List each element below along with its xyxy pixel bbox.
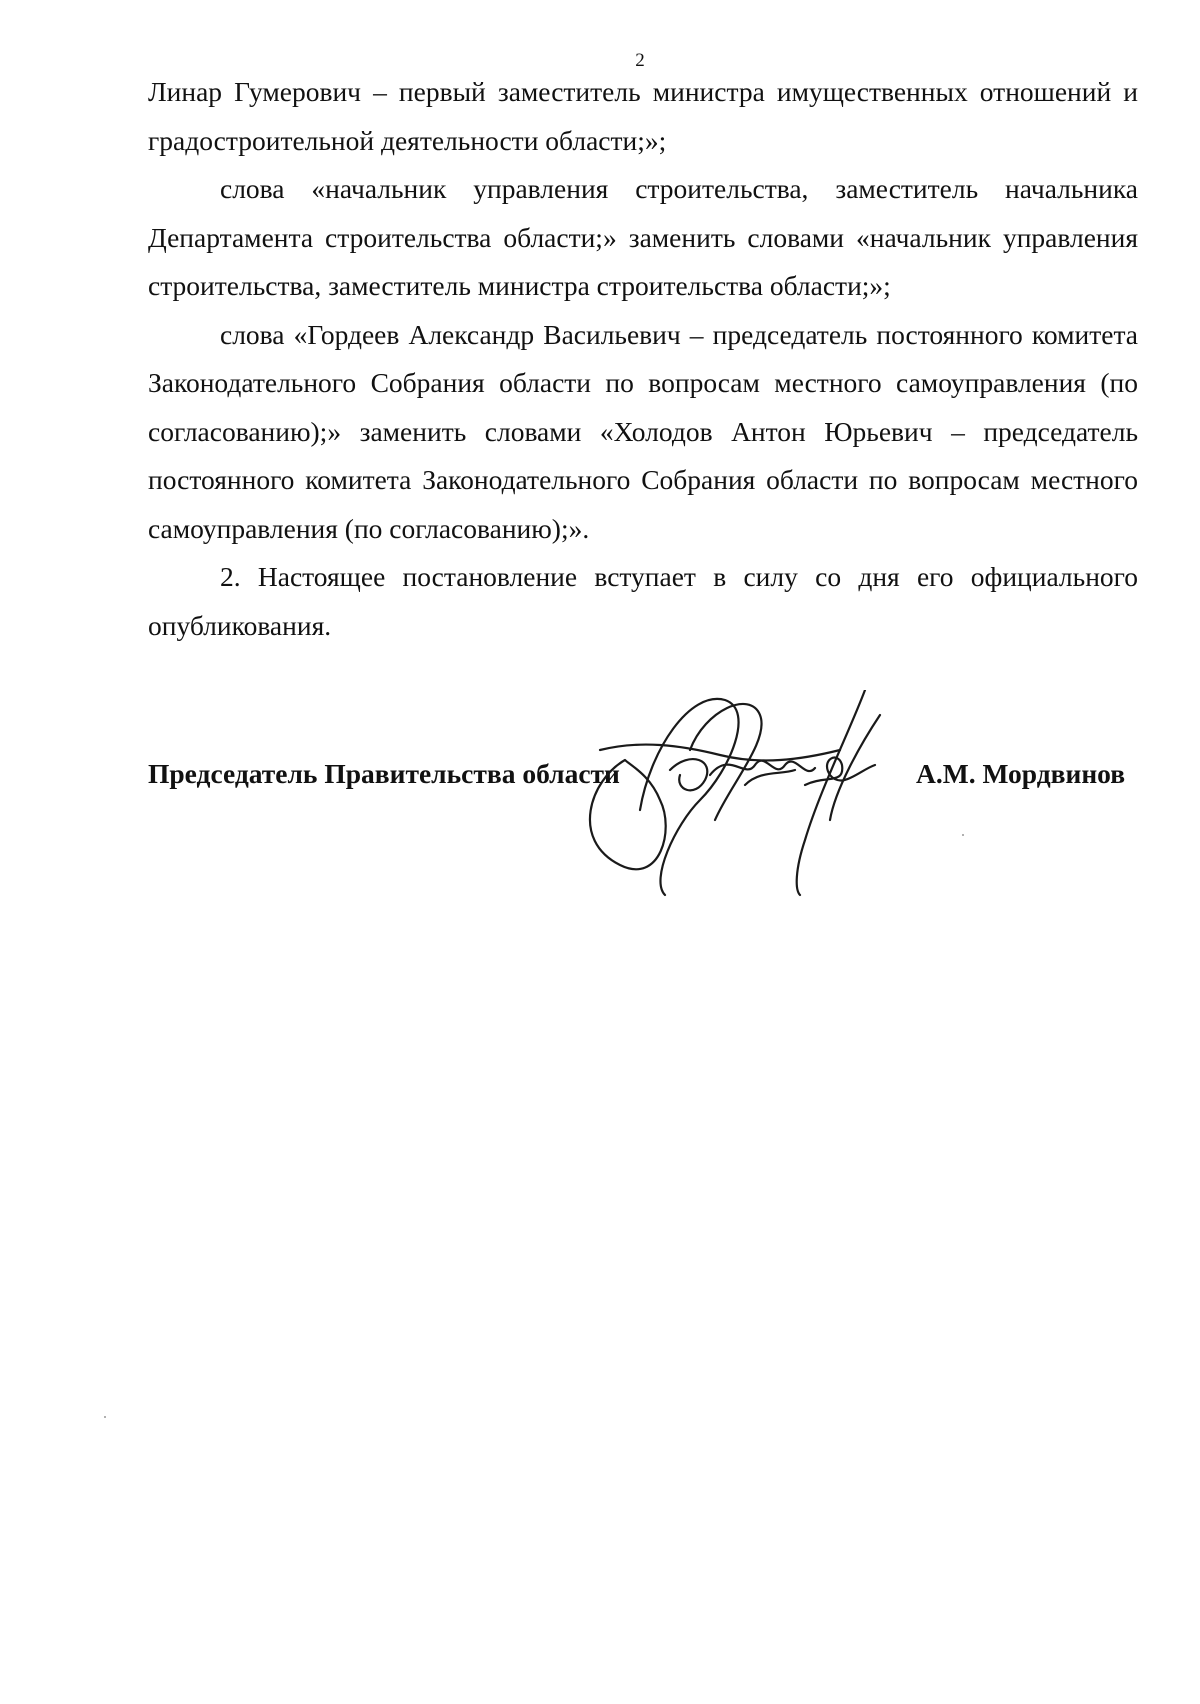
signatory-title: Председатель Правительства области <box>148 758 620 789</box>
handwritten-signature <box>580 690 960 900</box>
paragraph-3: слова «Гордеев Александр Васильевич – председатель постоянного комитета Законодательного Собрания области по вопросам местного самоуправления (по согласованию);» заменить словами «Холодов Антон Юрьевич – председатель постоянного комитета Законодательного Собрания области по вопросам местного самоуправления (по согласованию);». <box>148 318 1138 544</box>
paragraph-4: 2. Настоящее постановление вступает в силу со дня его официального опубликования. <box>148 561 1138 641</box>
page-number: 2 <box>635 50 645 71</box>
scan-speck <box>104 1416 106 1418</box>
paragraph-2: слова «начальник управления строительства, заместитель начальника Департамента строительства области;» заменить словами «начальник управления строительства, заместитель министра строительства области;»; <box>148 173 1138 301</box>
paragraph-1: Линар Гумерович – первый заместитель министра имущественных отношений и градостроительной деятельности области;»; <box>148 76 1138 156</box>
signatory-name: А.М. Мордвинов <box>916 758 1126 789</box>
scan-speck <box>962 834 964 836</box>
document-body <box>148 68 1138 650</box>
